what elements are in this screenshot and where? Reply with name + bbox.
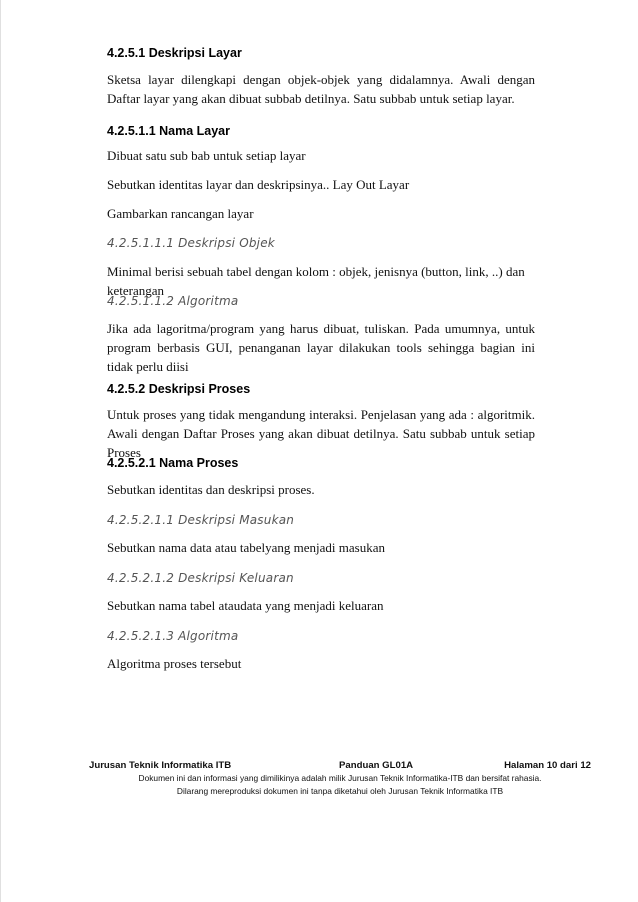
paragraph-nama-layar-3: Gambarkan rancangan layar xyxy=(107,206,254,221)
paragraph-nama-layar-1: Dibuat satu sub bab untuk setiap layar xyxy=(107,148,306,163)
footer-institution: Jurusan Teknik Informatika ITB xyxy=(89,760,232,771)
footer-document-code: Panduan GL01A xyxy=(339,760,414,771)
paragraph-deskripsi-proses: Untuk proses yang tidak mengandung interaksi. Penjelasan yang ada : algoritmik. Awali dengan Daftar Proses yang akan dibuat detilnya. Satu subbab untuk setiap Proses xyxy=(107,407,535,460)
heading-algoritma-layar: 4.2.5.1.1.2 Algoritma xyxy=(107,294,239,308)
footer-row xyxy=(89,760,591,774)
heading-deskripsi-layar: 4.2.5.1 Deskripsi Layar xyxy=(107,46,242,60)
paragraph-deskripsi-masukan: Sebutkan nama data atau tabelyang menjadi masukan xyxy=(107,540,385,555)
heading-deskripsi-objek: 4.2.5.1.1.1 Deskripsi Objek xyxy=(107,236,275,250)
paragraph-nama-proses: Sebutkan identitas dan deskripsi proses. xyxy=(107,482,315,497)
heading-algoritma-proses: 4.2.5.2.1.3 Algoritma xyxy=(107,629,239,643)
heading-deskripsi-keluaran: 4.2.5.2.1.2 Deskripsi Keluaran xyxy=(107,571,294,585)
paragraph-algoritma-layar: Jika ada lagoritma/program yang harus dibuat, tuliskan. Pada umumnya, untuk program berbasis GUI, penanganan layar dilakukan tools sehingga bagian ini tidak perlu diisi xyxy=(107,321,535,374)
footer-reproduction-note: Dilarang mereproduksi dokumen ini tanpa diketahui oleh Jurusan Teknik Informatika ITB xyxy=(176,786,504,796)
paragraph-nama-layar-2: Sebutkan identitas layar dan deskripsinya.. Lay Out Layar xyxy=(107,177,410,192)
heading-deskripsi-masukan: 4.2.5.2.1.1 Deskripsi Masukan xyxy=(107,513,295,527)
paragraph-deskripsi-objek: Minimal berisi sebuah tabel dengan kolom : objek, jenisnya (button, link, ..) dan keterangan xyxy=(107,264,525,298)
heading-nama-layar: 4.2.5.1.1 Nama Layar xyxy=(107,124,230,138)
footer-confidentiality-note: Dokumen ini dan informasi yang dimilikinya adalah milik Jurusan Teknik Informatika-ITB dan bersifat rahasia. xyxy=(138,773,542,783)
paragraph-algoritma-proses: Algoritma proses tersebut xyxy=(107,656,242,671)
heading-deskripsi-proses: 4.2.5.2 Deskripsi Proses xyxy=(107,382,251,396)
heading-nama-proses: 4.2.5.2.1 Nama Proses xyxy=(107,456,239,470)
paragraph-deskripsi-layar: Sketsa layar dilengkapi dengan objek-objek yang didalamnya. Awali dengan Daftar layar yang akan dibuat subbab detilnya. Satu subbab untuk setiap layar. xyxy=(107,72,535,106)
footer-page-number: Halaman 10 dari 12 xyxy=(504,760,591,771)
paragraph-deskripsi-keluaran: Sebutkan nama tabel ataudata yang menjadi keluaran xyxy=(107,598,384,613)
